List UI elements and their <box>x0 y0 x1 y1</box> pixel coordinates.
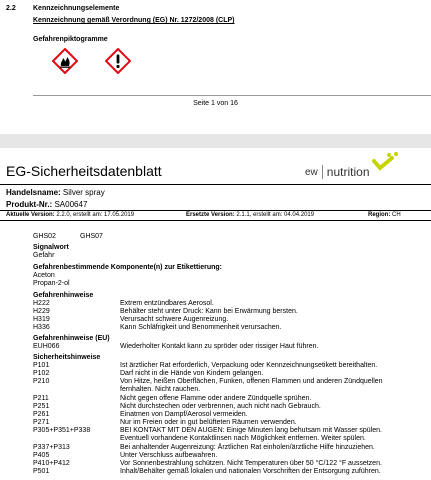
hazard-text: Kann Schläfrigkeit und Benommenheit verursachen. <box>120 324 282 331</box>
product-no-value: SA00647 <box>54 200 88 209</box>
signal-word-heading: Signalwort <box>33 244 69 251</box>
eu-hazard-heading: Gefahrenhinweise (EU) <box>33 335 110 342</box>
page-footer: Seite 1 von 16 <box>193 100 238 107</box>
component-item: Propan-2-ol <box>33 280 70 287</box>
precaution-text: Unter Verschluss aufbewahren. <box>120 452 218 459</box>
signal-word-value: Gefahr <box>33 252 55 259</box>
current-version-label: Aktuelle Version: <box>6 212 55 218</box>
precaution-text: BEI KONTAKT MIT DEN AUGEN: Einige Minuten lang behutsam mit Wasser spülen. <box>120 427 382 434</box>
precaution-text: Darf nicht in die Hände von Kindern gelangen. <box>120 370 264 377</box>
hazard-text: Behälter steht unter Druck: Kann bei Erwärmung bersten. <box>120 308 298 315</box>
hazard-code: H319 <box>33 316 50 323</box>
section-number: 2.2 <box>6 5 16 12</box>
footer-rule <box>33 95 431 96</box>
hazard-code: H222 <box>33 300 50 307</box>
page-separator <box>0 134 431 148</box>
precaution-code: P501 <box>33 468 50 475</box>
precaution-code: P271 <box>33 419 50 426</box>
precaution-text-cont: Eventuell vorhandene Kontaktlinsen nach Möglichkeit entfernen. Weiter spülen. <box>120 435 366 442</box>
eu-hazard-code: EUH066 <box>33 343 60 350</box>
pictogram-heading: Gefahrenpiktogramme <box>33 36 108 43</box>
region-label: Region: <box>368 212 391 218</box>
hazard-code: H336 <box>33 324 50 331</box>
document-title: EG-Sicherheitsdatenblatt <box>6 163 162 179</box>
header-rule-top <box>0 184 431 185</box>
precaution-text: Nicht durchstechen oder verbrennen, auch nicht nach Gebrauch. <box>120 403 321 410</box>
ghs-code-2: GHS07 <box>80 233 103 240</box>
precaution-text: Vor Sonnenbestrahlung schützen. Nicht Temperaturen über 50 °C/122 °F aussetzen. <box>120 460 382 467</box>
section-title: Kennzeichnungselemente <box>33 5 120 12</box>
flame-pictogram-icon <box>52 48 78 74</box>
logo-nutrition: nutrition <box>326 165 370 179</box>
hazard-heading: Gefahrenhinweise <box>33 292 94 299</box>
precaution-heading: Sicherheitshinweise <box>33 354 101 361</box>
precaution-code: P102 <box>33 370 50 377</box>
precaution-text-cont: fernhalten. Nicht rauchen. <box>120 386 201 393</box>
precaution-code: P305+P351+P338 <box>33 427 91 434</box>
trade-name-row <box>6 188 105 197</box>
precaution-text: Einatmen von Dampf/Aerosol vermeiden. <box>120 411 248 418</box>
precaution-code: P410+P412 <box>33 460 70 467</box>
trade-name-value: Silver spray <box>62 188 105 197</box>
hazard-text: Verursacht schwere Augenreizung. <box>120 316 229 323</box>
hazard-code: H229 <box>33 308 50 315</box>
header-rule-mid <box>0 210 431 211</box>
region-value: CH <box>392 212 401 218</box>
logo-ew: ew <box>305 166 318 178</box>
replaced-version-value: 2.1.1, erstellt am: 04.04.2019 <box>236 212 315 218</box>
trade-name-label: Handelsname: <box>6 188 61 197</box>
exclamation-pictogram-icon <box>105 48 131 74</box>
precaution-code: P210 <box>33 378 50 385</box>
precaution-code: P211 <box>33 395 49 402</box>
precaution-text: Ist ärztlicher Rat erforderlich, Verpackung oder Kennzeichnungsetikett bereithalten. <box>120 362 378 369</box>
current-version-value: 2.2.0, erstellt am: 17.05.2019 <box>56 212 135 218</box>
logo-spark-icon <box>371 151 401 171</box>
precaution-text: Inhalt/Behälter gemäß lokalen und nationalen Vorschriften der Entsorgung zuführen. <box>120 468 381 475</box>
precaution-text: Nur im Freien oder in gut belüfteten Räumen verwenden. <box>120 419 297 426</box>
product-no-label: Produkt-Nr.: <box>6 200 53 209</box>
precaution-code: P251 <box>33 403 50 410</box>
precaution-code: P337+P313 <box>33 444 70 451</box>
component-item: Aceton <box>33 272 55 279</box>
hazard-text: Extrem entzündbares Aerosol. <box>120 300 214 307</box>
precaution-text: Bei anhaltender Augenreizung: Ärztlichen Rat einholen/ärztliche Hilfe hinzuziehen. <box>120 444 375 451</box>
eu-hazard-text: Wiederholter Kontakt kann zu spröder oder rissiger Haut führen. <box>120 343 319 350</box>
replaced-version-row <box>186 212 314 219</box>
precaution-code: P261 <box>33 411 50 418</box>
precaution-text: Nicht gegen offene Flamme oder andere Zündquelle sprühen. <box>120 395 312 402</box>
region-row <box>368 212 401 219</box>
clp-heading: Kennzeichnung gemäß Verordnung (EG) Nr. 1272/2008 (CLP) <box>33 17 235 24</box>
precaution-text: Von Hitze, heißen Oberflächen, Funken, offenen Flammen und anderen Zündquellen <box>120 378 383 385</box>
header-rule-bottom <box>0 220 431 221</box>
company-logo <box>305 163 370 181</box>
current-version-row <box>6 212 134 219</box>
precaution-code: P101 <box>33 362 50 369</box>
product-no-row <box>6 200 87 209</box>
components-heading: Gefahrenbestimmende Komponente(n) zur Etikettierung: <box>33 264 223 271</box>
ghs-code-1: GHS02 <box>33 233 56 240</box>
precaution-code: P405 <box>33 452 50 459</box>
replaced-version-label: Ersetzte Version: <box>186 212 235 218</box>
